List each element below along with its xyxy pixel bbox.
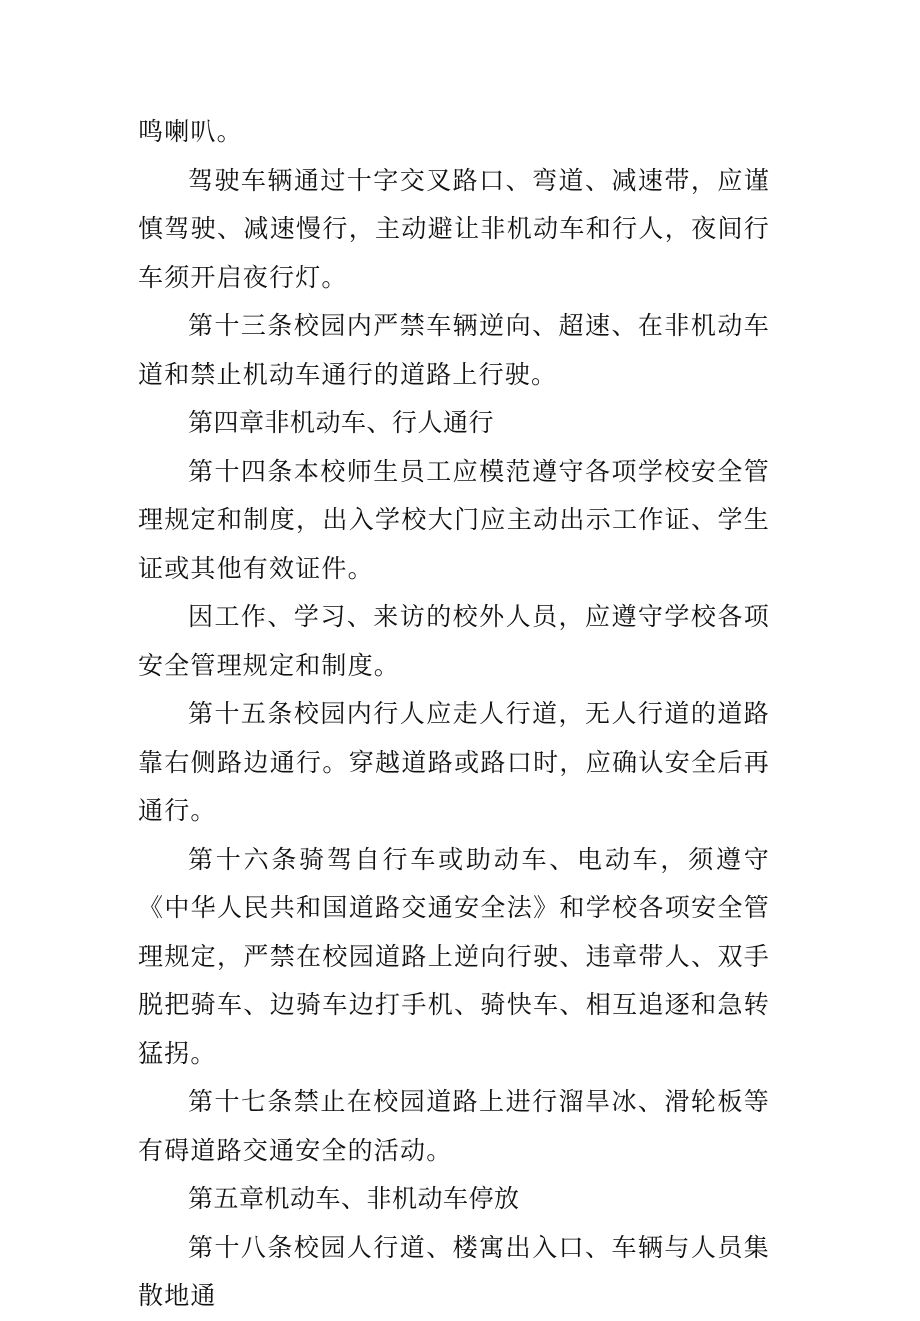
- document-body: [138, 108, 770, 1321]
- paragraph-visitors: 因工作、学习、来访的校外人员，应遵守学校各项安全管理规定和制度。: [138, 602, 770, 680]
- paragraph-continuation: 鸣喇叭。: [138, 117, 243, 146]
- paragraph-article-15: 第十五条校园内行人应走人行道，无人行道的道路靠右侧路边通行。穿越道路或路口时，应确认安全后再通行。: [138, 699, 770, 825]
- paragraph-article-14: 第十四条本校师生员工应模范遵守各项学校安全管理规定和制度，出入学校大门应主动出示工作证、学生证或其他有效证件。: [138, 456, 770, 583]
- paragraph-article-13: 第十三条校园内严禁车辆逆向、超速、在非机动车道和禁止机动车通行的道路上行驶。: [138, 311, 770, 389]
- paragraph-article-17: 第十七条禁止在校园道路上进行溜旱冰、滑轮板等有碍道路交通安全的活动。: [138, 1087, 770, 1165]
- paragraph-article-18: 第十八条校园人行道、楼寓出入口、车辆与人员集散地通: [138, 1232, 770, 1310]
- chapter-heading-4: 第四章非机动车、行人通行: [188, 408, 495, 437]
- paragraph-article-16: 第十六条骑驾自行车或助动车、电动车，须遵守《中华人民共和国道路交通安全法》和学校各项安全管理规定，严禁在校园道路上逆向行驶、违章带人、双手脱把骑车、边骑车边打手机、骑快车、相互追逐和急转猛拐。: [138, 844, 770, 1068]
- paragraph-driving-intersection: 驾驶车辆通过十字交叉路口、弯道、减速带，应谨慎驾驶、减速慢行，主动避让非机动车和行人，夜间行车须开启夜行灯。: [138, 165, 770, 292]
- chapter-heading-5: 第五章机动车、非机动车停放: [188, 1184, 520, 1213]
